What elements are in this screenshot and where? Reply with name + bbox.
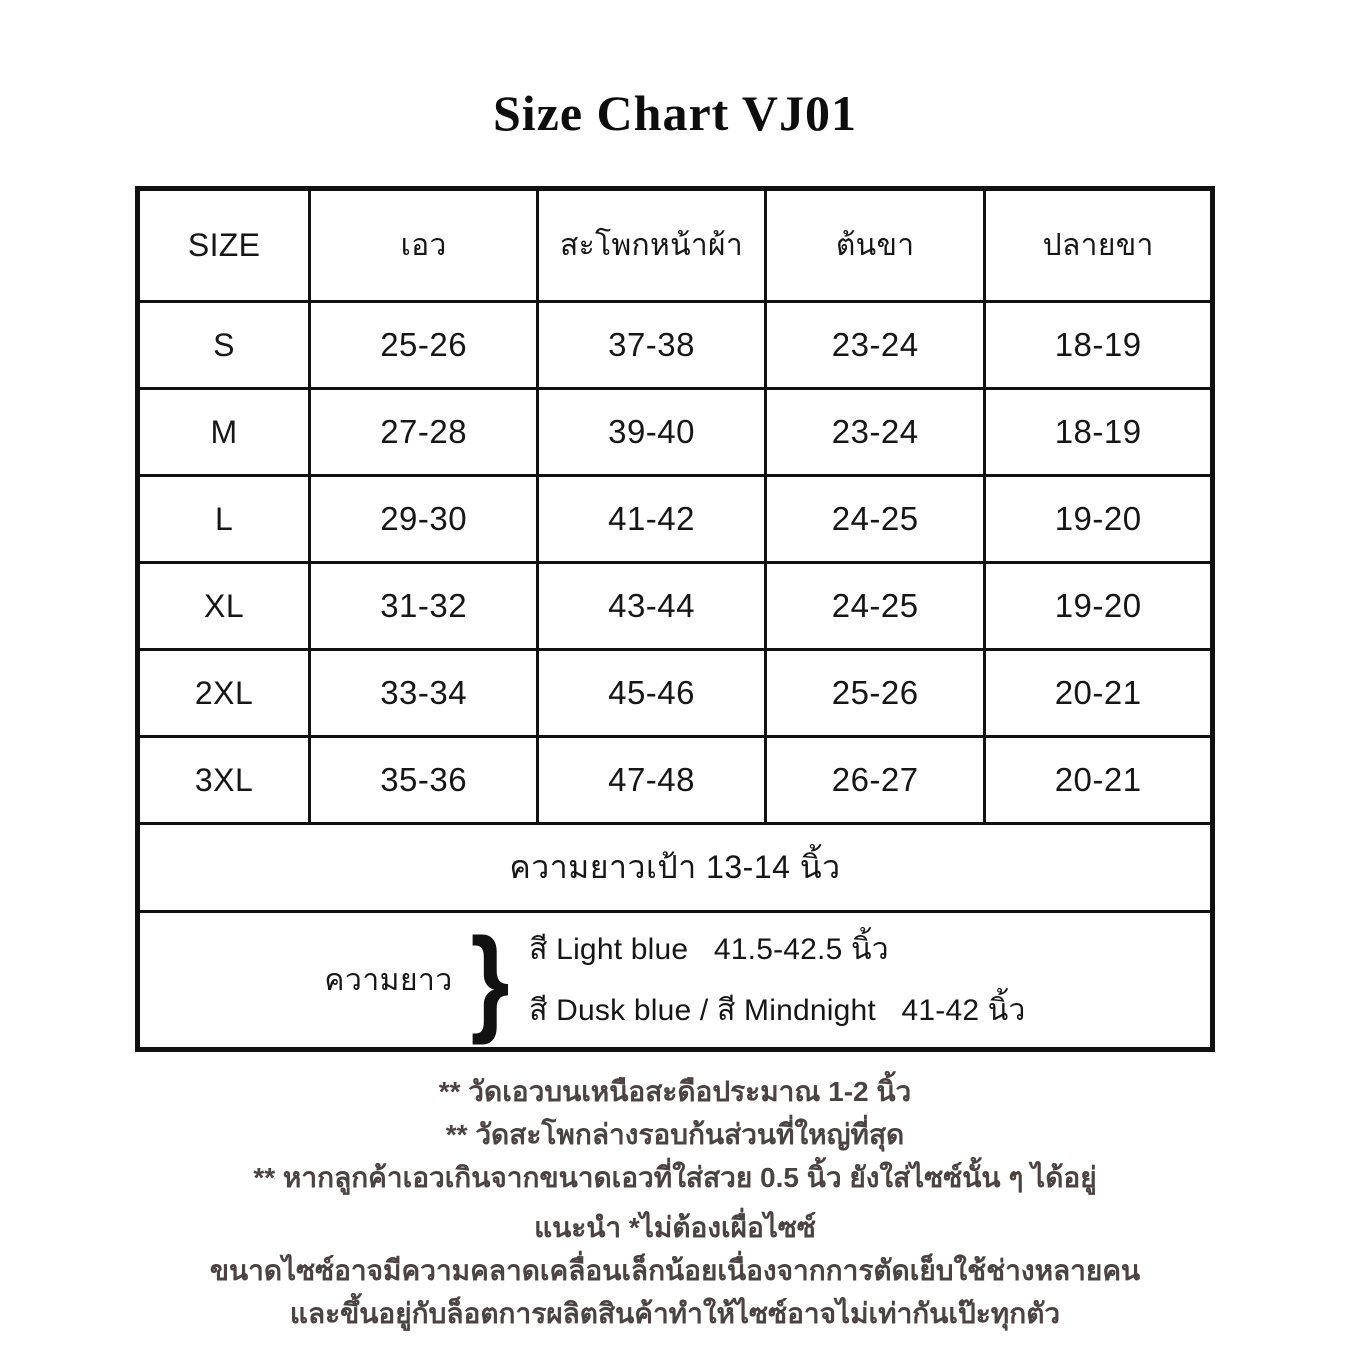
cell-size: XL bbox=[140, 564, 311, 651]
cell-size: 3XL bbox=[140, 738, 311, 825]
cell-hip: 37-38 bbox=[539, 303, 767, 390]
cell-hip: 47-48 bbox=[539, 738, 767, 825]
cell-waist: 31-32 bbox=[311, 564, 539, 651]
cell-thigh: 23-24 bbox=[767, 303, 986, 390]
column-header-hem: ปลายขา bbox=[986, 191, 1210, 303]
curly-brace: } bbox=[470, 913, 510, 1046]
cell-hem: 19-20 bbox=[986, 564, 1210, 651]
size-table bbox=[135, 186, 1215, 1052]
cell-hem: 18-19 bbox=[986, 303, 1210, 390]
note-recommendation: แนะนำ *ไม่ต้องเผื่อไซซ์ bbox=[534, 1212, 816, 1243]
cell-hem: 20-21 bbox=[986, 738, 1210, 825]
cell-thigh: 23-24 bbox=[767, 390, 986, 477]
note-waist-tolerance: ** หากลูกค้าเอวเกินจากขนาดเอวที่ใส่สวย 0.5 นิ้ว ยังใส่ไซซ์นั้น ๆ ได้อยู่ bbox=[253, 1162, 1097, 1193]
column-header-hip: สะโพกหน้าผ้า bbox=[539, 191, 767, 303]
page-title: Size Chart VJ01 bbox=[492, 85, 858, 141]
cell-thigh: 24-25 bbox=[767, 564, 986, 651]
cell-hip: 43-44 bbox=[539, 564, 767, 651]
cell-waist: 27-28 bbox=[311, 390, 539, 477]
column-header-waist: เอว bbox=[311, 191, 539, 303]
cell-hem: 20-21 bbox=[986, 651, 1210, 738]
cell-hip: 41-42 bbox=[539, 477, 767, 564]
cell-hip: 39-40 bbox=[539, 390, 767, 477]
note-variance-2: และขึ้นอยู่กับล็อตการผลิตสินค้าทำให้ไซซ์อาจไม่เท่ากันเป๊ะทุกตัว bbox=[289, 1298, 1061, 1329]
crotch-length-row: ความยาวเป้า 13-14 นิ้ว bbox=[140, 825, 1210, 913]
cell-hem: 18-19 bbox=[986, 390, 1210, 477]
cell-size: S bbox=[140, 303, 311, 390]
cell-size: M bbox=[140, 390, 311, 477]
cell-thigh: 26-27 bbox=[767, 738, 986, 825]
column-header-size: SIZE bbox=[140, 191, 311, 303]
cell-thigh: 24-25 bbox=[767, 477, 986, 564]
garment-length-row bbox=[140, 913, 1210, 1047]
cell-waist: 25-26 bbox=[311, 303, 539, 390]
note-waist-measure: ** วัดเอวบนเหนือสะดือประมาณ 1-2 นิ้ว bbox=[438, 1076, 912, 1107]
cell-size: L bbox=[140, 477, 311, 564]
cell-waist: 33-34 bbox=[311, 651, 539, 738]
note-variance-1: ขนาดไซซ์อาจมีความคลาดเคลื่อนเล็กน้อยเนื่องจากการตัดเย็บใช้ช่างหลายคน bbox=[209, 1255, 1141, 1286]
cell-thigh: 25-26 bbox=[767, 651, 986, 738]
column-header-thigh: ต้นขา bbox=[767, 191, 986, 303]
length-lines bbox=[529, 926, 1025, 1034]
cell-waist: 35-36 bbox=[311, 738, 539, 825]
length-group bbox=[324, 913, 1026, 1046]
length-label: ความยาว bbox=[324, 963, 453, 997]
cell-hem: 19-20 bbox=[986, 477, 1210, 564]
cell-size: 2XL bbox=[140, 651, 311, 738]
note-hip-measure: ** วัดสะโพกล่างรอบก้นส่วนที่ใหญ่ที่สุด bbox=[445, 1119, 905, 1150]
length-line-light-blue: สี Light blue 41.5-42.5 นิ้ว bbox=[529, 933, 889, 966]
cell-waist: 29-30 bbox=[311, 477, 539, 564]
footnotes bbox=[0, 1070, 1350, 1335]
cell-hip: 45-46 bbox=[539, 651, 767, 738]
length-line-dusk-midnight: สี Dusk blue / สี Mindnight 41-42 นิ้ว bbox=[529, 994, 1026, 1027]
